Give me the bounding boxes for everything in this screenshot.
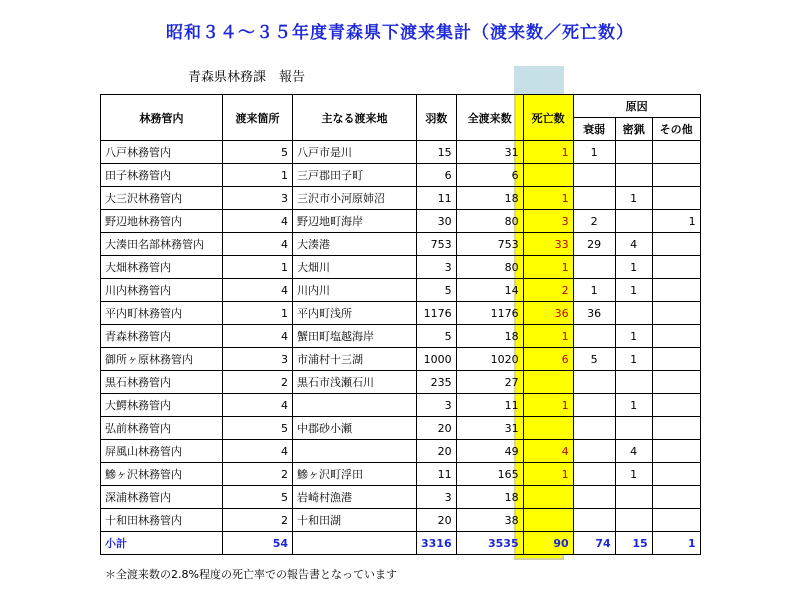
cell-main-site [293, 394, 417, 417]
cell-cause-other: 1 [652, 210, 700, 233]
cell-sites: 5 [223, 417, 293, 440]
cell-deaths: 3 [523, 210, 573, 233]
cell-birds: 6 [417, 164, 457, 187]
cell-sites: 4 [223, 325, 293, 348]
cell-main-site [293, 440, 417, 463]
cell-deaths: 36 [523, 302, 573, 325]
cell-total: 14 [456, 279, 523, 302]
cell-total: 38 [456, 509, 523, 532]
header-main-site: 主なる渡来地 [293, 95, 417, 141]
cell-birds: 15 [417, 141, 457, 164]
cell-cause-other [652, 164, 700, 187]
cell-cause-weak [573, 187, 615, 210]
total-birds: 3316 [417, 532, 457, 555]
cell-office: 青森林務管内 [101, 325, 223, 348]
total-poach: 15 [615, 532, 652, 555]
cell-cause-other [652, 417, 700, 440]
cell-cause-poach [615, 164, 652, 187]
cell-cause-poach: 1 [615, 187, 652, 210]
cell-birds: 1000 [417, 348, 457, 371]
cell-cause-weak [573, 164, 615, 187]
cell-deaths [523, 371, 573, 394]
footnote: ＊全渡来数の2.8%程度の死亡率での報告書となっています [105, 568, 397, 581]
total-weak: 74 [573, 532, 615, 555]
cell-birds: 3 [417, 256, 457, 279]
cell-cause-poach: 1 [615, 279, 652, 302]
cell-cause-other [652, 325, 700, 348]
cell-total: 31 [456, 141, 523, 164]
table-row [101, 440, 701, 463]
cell-office: 大畑林務管内 [101, 256, 223, 279]
cell-deaths: 4 [523, 440, 573, 463]
report-source: 青森県林務課 報告 [188, 70, 306, 85]
cell-total: 1020 [456, 348, 523, 371]
cell-deaths: 33 [523, 233, 573, 256]
cell-cause-weak [573, 463, 615, 486]
total-main-site [293, 532, 417, 555]
table-row [101, 348, 701, 371]
cell-birds: 11 [417, 463, 457, 486]
table-row [101, 417, 701, 440]
table-row [101, 509, 701, 532]
cell-office: 大湊田名部林務管内 [101, 233, 223, 256]
cell-cause-weak [573, 371, 615, 394]
cell-birds: 1176 [417, 302, 457, 325]
cell-total: 11 [456, 394, 523, 417]
table-row [101, 164, 701, 187]
cell-cause-weak [573, 440, 615, 463]
cell-cause-other [652, 279, 700, 302]
table-row [101, 394, 701, 417]
table-row [101, 325, 701, 348]
cell-cause-weak: 29 [573, 233, 615, 256]
cell-total: 80 [456, 210, 523, 233]
header-sites: 渡来箇所 [223, 95, 293, 141]
cell-cause-other [652, 371, 700, 394]
cell-office: 八戸林務管内 [101, 141, 223, 164]
cell-cause-weak: 1 [573, 141, 615, 164]
cell-total: 1176 [456, 302, 523, 325]
cell-deaths: 2 [523, 279, 573, 302]
migration-table [100, 94, 701, 555]
header-birds: 羽数 [417, 95, 457, 141]
cell-cause-poach: 4 [615, 440, 652, 463]
cell-sites: 2 [223, 371, 293, 394]
cell-cause-poach: 1 [615, 394, 652, 417]
cell-birds: 3 [417, 486, 457, 509]
table-row [101, 187, 701, 210]
cell-main-site: 平内町浅所 [293, 302, 417, 325]
header-cause: 原因 [573, 95, 700, 118]
cell-cause-other [652, 394, 700, 417]
cell-deaths [523, 509, 573, 532]
cell-cause-other [652, 440, 700, 463]
cell-cause-poach [615, 486, 652, 509]
cell-cause-other [652, 463, 700, 486]
cell-main-site: 三沢市小河原姉沼 [293, 187, 417, 210]
header-cause-weak: 衰弱 [573, 118, 615, 141]
total-row [101, 532, 701, 555]
cell-total: 165 [456, 463, 523, 486]
cell-main-site: 八戸市是川 [293, 141, 417, 164]
cell-sites: 3 [223, 348, 293, 371]
cell-main-site: 鰺ヶ沢町浮田 [293, 463, 417, 486]
cell-cause-weak [573, 509, 615, 532]
cell-deaths: 1 [523, 325, 573, 348]
cell-main-site: 十和田湖 [293, 509, 417, 532]
table-row [101, 279, 701, 302]
cell-deaths: 1 [523, 256, 573, 279]
cell-birds: 235 [417, 371, 457, 394]
cell-birds: 11 [417, 187, 457, 210]
cell-office: 御所ヶ原林務管内 [101, 348, 223, 371]
cell-cause-weak: 36 [573, 302, 615, 325]
cell-birds: 20 [417, 440, 457, 463]
table-row [101, 463, 701, 486]
cell-cause-other [652, 302, 700, 325]
total-total: 3535 [456, 532, 523, 555]
total-other: 1 [652, 532, 700, 555]
cell-office: 十和田林務管内 [101, 509, 223, 532]
header-deaths: 死亡数 [523, 95, 573, 141]
total-label: 小計 [101, 532, 223, 555]
cell-cause-poach: 1 [615, 325, 652, 348]
cell-sites: 4 [223, 210, 293, 233]
header-total: 全渡来数 [456, 95, 523, 141]
cell-cause-poach: 1 [615, 463, 652, 486]
cell-deaths [523, 164, 573, 187]
cell-cause-weak: 2 [573, 210, 615, 233]
cell-cause-weak [573, 256, 615, 279]
cell-cause-other [652, 256, 700, 279]
cell-cause-other [652, 141, 700, 164]
cell-main-site: 大湊港 [293, 233, 417, 256]
cell-cause-other [652, 509, 700, 532]
table-row [101, 141, 701, 164]
cell-cause-weak [573, 417, 615, 440]
cell-total: 18 [456, 325, 523, 348]
cell-sites: 1 [223, 256, 293, 279]
cell-sites: 4 [223, 394, 293, 417]
cell-deaths: 1 [523, 463, 573, 486]
cell-office: 大鰐林務管内 [101, 394, 223, 417]
cell-total: 80 [456, 256, 523, 279]
cell-office: 黒石林務管内 [101, 371, 223, 394]
cell-deaths [523, 486, 573, 509]
page-title: 昭和３４～３５年度青森県下渡来集計（渡来数／死亡数） [166, 23, 634, 43]
cell-cause-other [652, 233, 700, 256]
cell-sites: 5 [223, 141, 293, 164]
cell-sites: 1 [223, 302, 293, 325]
cell-office: 野辺地林務管内 [101, 210, 223, 233]
cell-cause-poach [615, 509, 652, 532]
cell-cause-other [652, 187, 700, 210]
cell-cause-weak [573, 325, 615, 348]
cell-cause-other [652, 348, 700, 371]
table-row [101, 371, 701, 394]
header-office: 林務管内 [101, 95, 223, 141]
cell-main-site: 川内川 [293, 279, 417, 302]
cell-deaths: 1 [523, 187, 573, 210]
table-row [101, 256, 701, 279]
cell-office: 大三沢林務管内 [101, 187, 223, 210]
deaths-column-header-box [514, 66, 564, 94]
cell-main-site: 岩崎村漁港 [293, 486, 417, 509]
cell-total: 753 [456, 233, 523, 256]
cell-office: 屏風山林務管内 [101, 440, 223, 463]
cell-total: 6 [456, 164, 523, 187]
cell-office: 弘前林務管内 [101, 417, 223, 440]
cell-birds: 20 [417, 417, 457, 440]
cell-total: 27 [456, 371, 523, 394]
cell-birds: 20 [417, 509, 457, 532]
cell-cause-poach [615, 417, 652, 440]
cell-sites: 5 [223, 486, 293, 509]
cell-deaths: 1 [523, 394, 573, 417]
cell-birds: 5 [417, 279, 457, 302]
cell-cause-poach [615, 302, 652, 325]
header-cause-poach: 密猟 [615, 118, 652, 141]
cell-office: 深浦林務管内 [101, 486, 223, 509]
cell-cause-poach [615, 141, 652, 164]
cell-cause-weak: 5 [573, 348, 615, 371]
cell-deaths: 6 [523, 348, 573, 371]
cell-total: 31 [456, 417, 523, 440]
cell-cause-weak [573, 394, 615, 417]
total-deaths: 90 [523, 532, 573, 555]
cell-office: 川内林務管内 [101, 279, 223, 302]
cell-main-site: 野辺地町海岸 [293, 210, 417, 233]
cell-cause-other [652, 486, 700, 509]
cell-sites: 4 [223, 279, 293, 302]
cell-main-site: 大畑川 [293, 256, 417, 279]
table-row [101, 486, 701, 509]
cell-sites: 3 [223, 187, 293, 210]
cell-sites: 2 [223, 463, 293, 486]
cell-cause-weak: 1 [573, 279, 615, 302]
header-cause-other: その他 [652, 118, 700, 141]
cell-sites: 2 [223, 509, 293, 532]
cell-main-site: 黒石市浅瀬石川 [293, 371, 417, 394]
cell-main-site: 市浦村十三湖 [293, 348, 417, 371]
table-row [101, 210, 701, 233]
cell-total: 18 [456, 486, 523, 509]
cell-sites: 4 [223, 233, 293, 256]
table-row [101, 302, 701, 325]
cell-cause-poach [615, 210, 652, 233]
cell-cause-poach [615, 371, 652, 394]
table-row [101, 233, 701, 256]
cell-main-site: 三戸郡田子町 [293, 164, 417, 187]
cell-total: 18 [456, 187, 523, 210]
cell-office: 田子林務管内 [101, 164, 223, 187]
cell-main-site: 中郡砂小瀬 [293, 417, 417, 440]
cell-cause-poach: 1 [615, 348, 652, 371]
cell-main-site: 蟹田町塩越海岸 [293, 325, 417, 348]
cell-sites: 4 [223, 440, 293, 463]
cell-office: 鰺ヶ沢林務管内 [101, 463, 223, 486]
total-sites: 54 [223, 532, 293, 555]
cell-total: 49 [456, 440, 523, 463]
cell-deaths: 1 [523, 141, 573, 164]
cell-birds: 3 [417, 394, 457, 417]
cell-birds: 753 [417, 233, 457, 256]
cell-cause-poach: 1 [615, 256, 652, 279]
cell-deaths [523, 417, 573, 440]
cell-sites: 1 [223, 164, 293, 187]
cell-office: 平内町林務管内 [101, 302, 223, 325]
cell-birds: 30 [417, 210, 457, 233]
cell-cause-weak [573, 486, 615, 509]
cell-cause-poach: 4 [615, 233, 652, 256]
cell-birds: 5 [417, 325, 457, 348]
